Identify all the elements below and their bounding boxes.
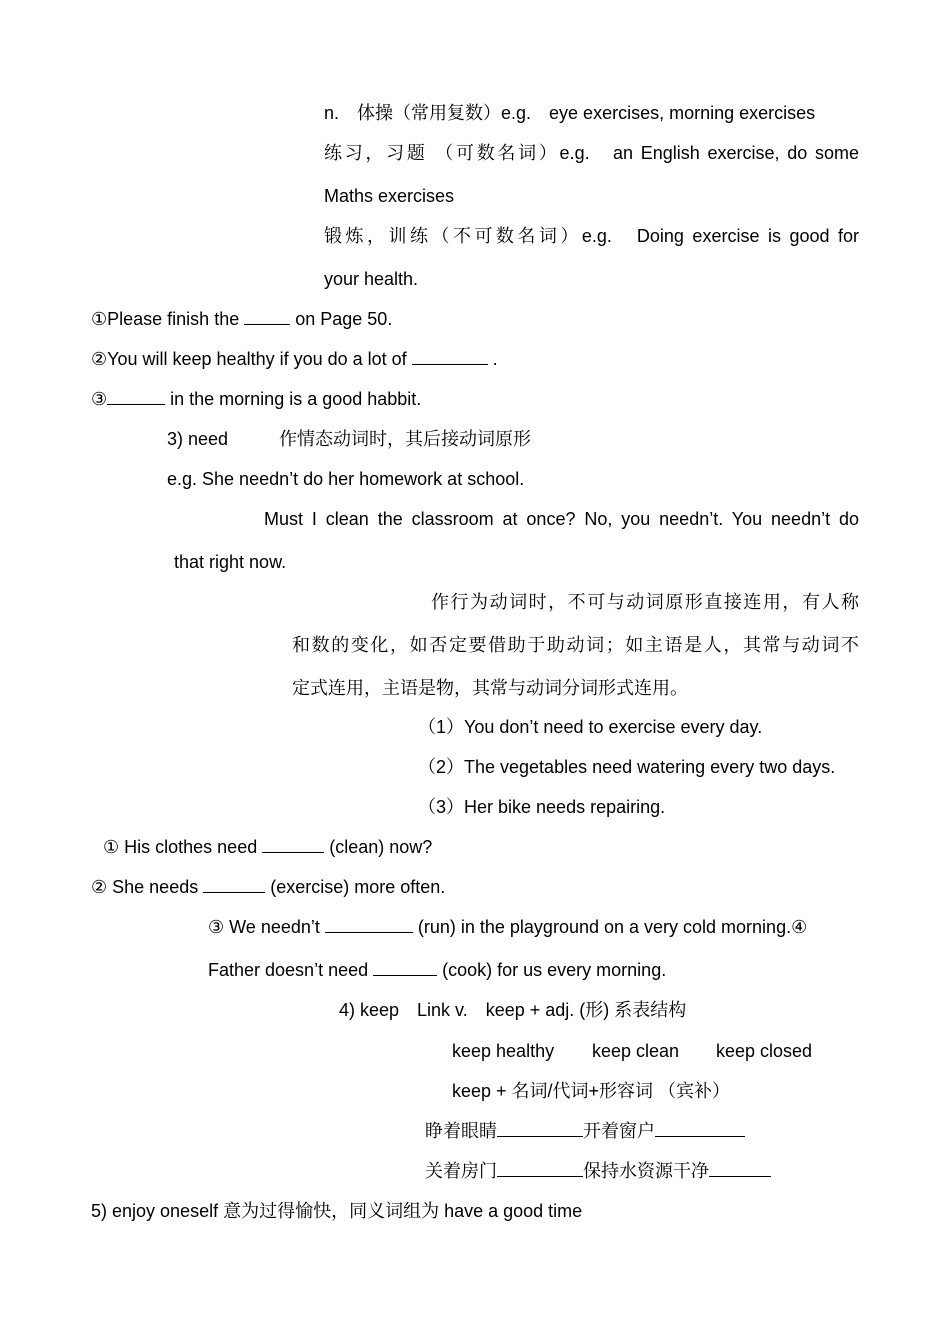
need-heading: 3) need xyxy=(167,429,229,449)
question-text: ① His clothes need xyxy=(103,837,263,857)
answer-blank[interactable] xyxy=(107,388,165,405)
answer-blank[interactable] xyxy=(203,876,265,893)
keep-translation-row-1 xyxy=(425,1120,745,1142)
question-text: ③ xyxy=(91,389,108,409)
answer-blank[interactable] xyxy=(497,1120,583,1137)
answer-blank[interactable] xyxy=(412,348,488,365)
exercise-question-1 xyxy=(91,308,392,330)
need-example-item: （1）You don’t need to exercise every day. xyxy=(418,717,763,737)
keep-structure: keep + 名词/代词+形容词 （宾补） xyxy=(452,1081,731,1101)
need-example-2-cont: that right now. xyxy=(174,552,287,572)
meaning-exercise-uncountable: 锻炼，训练（不可数名词）e.g. Doing exercise is good for xyxy=(324,226,859,246)
keep-heading: 4) keep Link v. keep + adj. (形) 系表结构 xyxy=(339,1000,687,1020)
question-text: (run) in the playground on a very cold morning.④ xyxy=(412,917,808,937)
answer-blank[interactable] xyxy=(373,959,437,976)
need-example-2: Must I clean the classroom at once? No, you needn’t. You needn’t do xyxy=(264,509,859,529)
need-question-3 xyxy=(208,916,807,938)
need-example-item: （2）The vegetables need watering every two days. xyxy=(418,757,836,777)
meaning-exercise-countable-cont: Maths exercises xyxy=(324,186,455,206)
question-text: ①Please finish the xyxy=(91,309,245,329)
question-text: on Page 50. xyxy=(290,309,393,329)
keep-translation-row-2 xyxy=(425,1160,771,1182)
question-text: Father doesn’t need xyxy=(208,960,374,980)
answer-blank[interactable] xyxy=(325,916,413,933)
answer-blank[interactable] xyxy=(244,308,290,325)
meaning-gymnastics: n. 体操（常用复数）e.g. eye exercises, morning exercises xyxy=(324,103,816,123)
question-text: ② She needs xyxy=(91,877,204,897)
translation-prompt: 关着房门 xyxy=(425,1161,497,1181)
need-heading-note: 作情态动词时，其后接动词原形 xyxy=(279,429,531,449)
need-note-line-2: 和数的变化，如否定要借助于助动词；如主语是人，其常与动词不 xyxy=(292,635,859,655)
question-text: . xyxy=(487,349,498,369)
translation-prompt: 保持水资源干净 xyxy=(583,1161,709,1181)
answer-blank[interactable] xyxy=(262,836,324,853)
need-note-line-3: 定式连用，主语是物，其常与动词分词形式连用。 xyxy=(292,678,688,698)
need-question-1 xyxy=(103,836,432,858)
exercise-question-2 xyxy=(91,348,498,370)
meaning-exercise-countable: 练习，习题 （可数名词）e.g. an English exercise, do some xyxy=(324,143,859,163)
keep-phrase: keep closed xyxy=(716,1041,813,1061)
question-text: ②You will keep healthy if you do a lot of xyxy=(91,349,412,369)
translation-prompt: 睁着眼睛 xyxy=(425,1121,497,1141)
answer-blank[interactable] xyxy=(709,1160,771,1177)
translation-prompt: 开着窗户 xyxy=(583,1121,655,1141)
question-text: (cook) for us every morning. xyxy=(437,960,667,980)
question-text: (clean) now? xyxy=(324,837,433,857)
meaning-exercise-uncountable-cont: your health. xyxy=(324,269,419,289)
answer-blank[interactable] xyxy=(497,1160,583,1177)
keep-phrase: keep clean xyxy=(592,1041,680,1061)
question-text: (exercise) more often. xyxy=(265,877,446,897)
need-note-line-1: 作行为动词时，不可与动词原形直接连用，有人称 xyxy=(431,592,859,612)
question-text: in the morning is a good habbit. xyxy=(165,389,422,409)
answer-blank[interactable] xyxy=(655,1120,745,1137)
enjoy-line: 5) enjoy oneself 意为过得愉快，同义词组为 have a good time xyxy=(91,1201,583,1221)
exercise-question-3 xyxy=(91,388,421,410)
need-example-1: e.g. She needn’t do her homework at school. xyxy=(167,469,525,489)
keep-phrase: keep healthy xyxy=(452,1041,555,1061)
question-text: ③ We needn’t xyxy=(208,917,325,937)
need-question-4 xyxy=(208,959,666,981)
need-question-2 xyxy=(91,876,445,898)
need-example-item: （3）Her bike needs repairing. xyxy=(418,797,666,817)
